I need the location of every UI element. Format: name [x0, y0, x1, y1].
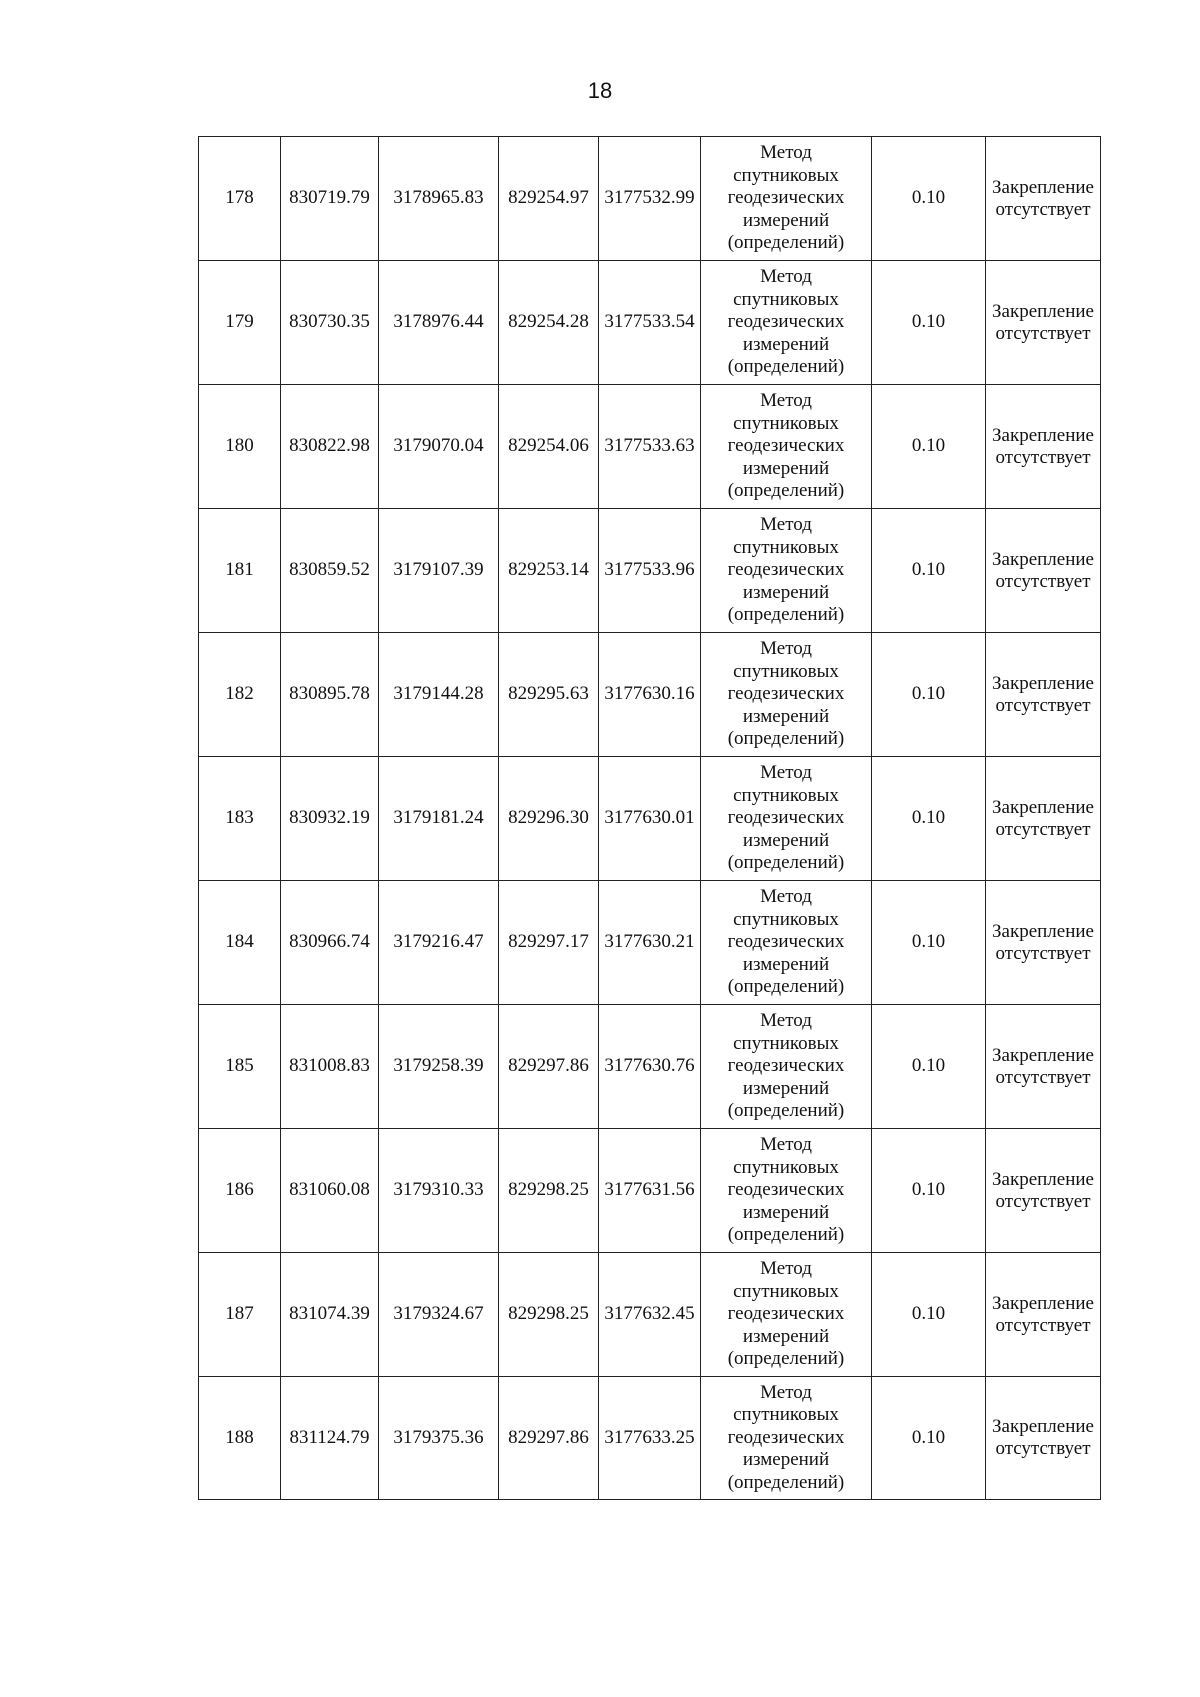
x-refined-cell: 829298.25	[499, 1129, 599, 1253]
x-existing-cell: 830895.78	[281, 633, 379, 757]
y-existing-cell: 3179216.47	[379, 881, 499, 1005]
fixing-cell: Закрепление отсутствует	[986, 1377, 1101, 1500]
x-existing-cell: 831074.39	[281, 1253, 379, 1377]
accuracy-cell: 0.10	[872, 137, 986, 261]
x-existing-cell: 830966.74	[281, 881, 379, 1005]
x-existing-cell: 831008.83	[281, 1005, 379, 1129]
x-refined-cell: 829295.63	[499, 633, 599, 757]
x-existing-cell: 830932.19	[281, 757, 379, 881]
x-existing-cell: 830822.98	[281, 385, 379, 509]
y-refined-cell: 3177630.01	[599, 757, 701, 881]
fixing-cell: Закрепление отсутствует	[986, 137, 1101, 261]
method-cell: Метод спутниковых геодезических измерений (определений)	[701, 1253, 872, 1377]
table-row	[199, 1129, 1101, 1253]
method-cell: Метод спутниковых геодезических измерений (определений)	[701, 509, 872, 633]
point-number-cell: 187	[199, 1253, 281, 1377]
table-row	[199, 137, 1101, 261]
x-refined-cell: 829254.06	[499, 385, 599, 509]
y-refined-cell: 3177630.76	[599, 1005, 701, 1129]
x-existing-cell: 830730.35	[281, 261, 379, 385]
y-refined-cell: 3177533.96	[599, 509, 701, 633]
point-number-cell: 179	[199, 261, 281, 385]
y-refined-cell: 3177533.54	[599, 261, 701, 385]
y-refined-cell: 3177533.63	[599, 385, 701, 509]
method-cell: Метод спутниковых геодезических измерений (определений)	[701, 385, 872, 509]
y-existing-cell: 3179070.04	[379, 385, 499, 509]
point-number-cell: 183	[199, 757, 281, 881]
table-row	[199, 757, 1101, 881]
point-number-cell: 185	[199, 1005, 281, 1129]
table-row	[199, 385, 1101, 509]
y-existing-cell: 3179258.39	[379, 1005, 499, 1129]
y-refined-cell: 3177632.45	[599, 1253, 701, 1377]
x-existing-cell: 830719.79	[281, 137, 379, 261]
accuracy-cell: 0.10	[872, 261, 986, 385]
table-row	[199, 881, 1101, 1005]
y-existing-cell: 3178976.44	[379, 261, 499, 385]
x-refined-cell: 829253.14	[499, 509, 599, 633]
fixing-cell: Закрепление отсутствует	[986, 1005, 1101, 1129]
accuracy-cell: 0.10	[872, 757, 986, 881]
point-number-cell: 186	[199, 1129, 281, 1253]
y-refined-cell: 3177532.99	[599, 137, 701, 261]
point-number-cell: 188	[199, 1377, 281, 1500]
y-existing-cell: 3178965.83	[379, 137, 499, 261]
x-refined-cell: 829254.28	[499, 261, 599, 385]
method-cell: Метод спутниковых геодезических измерений (определений)	[701, 1377, 872, 1500]
coordinates-table	[198, 136, 1101, 1500]
accuracy-cell: 0.10	[872, 1129, 986, 1253]
x-refined-cell: 829298.25	[499, 1253, 599, 1377]
fixing-cell: Закрепление отсутствует	[986, 1129, 1101, 1253]
fixing-cell: Закрепление отсутствует	[986, 881, 1101, 1005]
method-cell: Метод спутниковых геодезических измерений (определений)	[701, 137, 872, 261]
method-cell: Метод спутниковых геодезических измерений (определений)	[701, 757, 872, 881]
y-existing-cell: 3179181.24	[379, 757, 499, 881]
method-cell: Метод спутниковых геодезических измерений (определений)	[701, 1129, 872, 1253]
accuracy-cell: 0.10	[872, 881, 986, 1005]
point-number-cell: 182	[199, 633, 281, 757]
table-row	[199, 1377, 1101, 1500]
page-number: 18	[587, 78, 613, 103]
accuracy-cell: 0.10	[872, 1005, 986, 1129]
accuracy-cell: 0.10	[872, 1377, 986, 1500]
y-refined-cell: 3177630.21	[599, 881, 701, 1005]
point-number-cell: 178	[199, 137, 281, 261]
y-refined-cell: 3177631.56	[599, 1129, 701, 1253]
x-refined-cell: 829297.86	[499, 1005, 599, 1129]
fixing-cell: Закрепление отсутствует	[986, 757, 1101, 881]
fixing-cell: Закрепление отсутствует	[986, 509, 1101, 633]
table-row	[199, 1253, 1101, 1377]
table-row	[199, 1005, 1101, 1129]
point-number-cell: 180	[199, 385, 281, 509]
accuracy-cell: 0.10	[872, 385, 986, 509]
fixing-cell: Закрепление отсутствует	[986, 261, 1101, 385]
x-existing-cell: 831060.08	[281, 1129, 379, 1253]
point-number-cell: 184	[199, 881, 281, 1005]
y-refined-cell: 3177633.25	[599, 1377, 701, 1500]
x-refined-cell: 829297.17	[499, 881, 599, 1005]
method-cell: Метод спутниковых геодезических измерений (определений)	[701, 633, 872, 757]
y-existing-cell: 3179375.36	[379, 1377, 499, 1500]
table-row	[199, 261, 1101, 385]
point-number-cell: 181	[199, 509, 281, 633]
accuracy-cell: 0.10	[872, 1253, 986, 1377]
fixing-cell: Закрепление отсутствует	[986, 1253, 1101, 1377]
x-existing-cell: 830859.52	[281, 509, 379, 633]
table-row	[199, 509, 1101, 633]
y-existing-cell: 3179324.67	[379, 1253, 499, 1377]
x-refined-cell: 829297.86	[499, 1377, 599, 1500]
y-existing-cell: 3179107.39	[379, 509, 499, 633]
fixing-cell: Закрепление отсутствует	[986, 385, 1101, 509]
fixing-cell: Закрепление отсутствует	[986, 633, 1101, 757]
table-row	[199, 633, 1101, 757]
y-existing-cell: 3179310.33	[379, 1129, 499, 1253]
accuracy-cell: 0.10	[872, 633, 986, 757]
method-cell: Метод спутниковых геодезических измерений (определений)	[701, 1005, 872, 1129]
x-existing-cell: 831124.79	[281, 1377, 379, 1500]
y-refined-cell: 3177630.16	[599, 633, 701, 757]
x-refined-cell: 829296.30	[499, 757, 599, 881]
y-existing-cell: 3179144.28	[379, 633, 499, 757]
method-cell: Метод спутниковых геодезических измерений (определений)	[701, 261, 872, 385]
method-cell: Метод спутниковых геодезических измерений (определений)	[701, 881, 872, 1005]
accuracy-cell: 0.10	[872, 509, 986, 633]
x-refined-cell: 829254.97	[499, 137, 599, 261]
